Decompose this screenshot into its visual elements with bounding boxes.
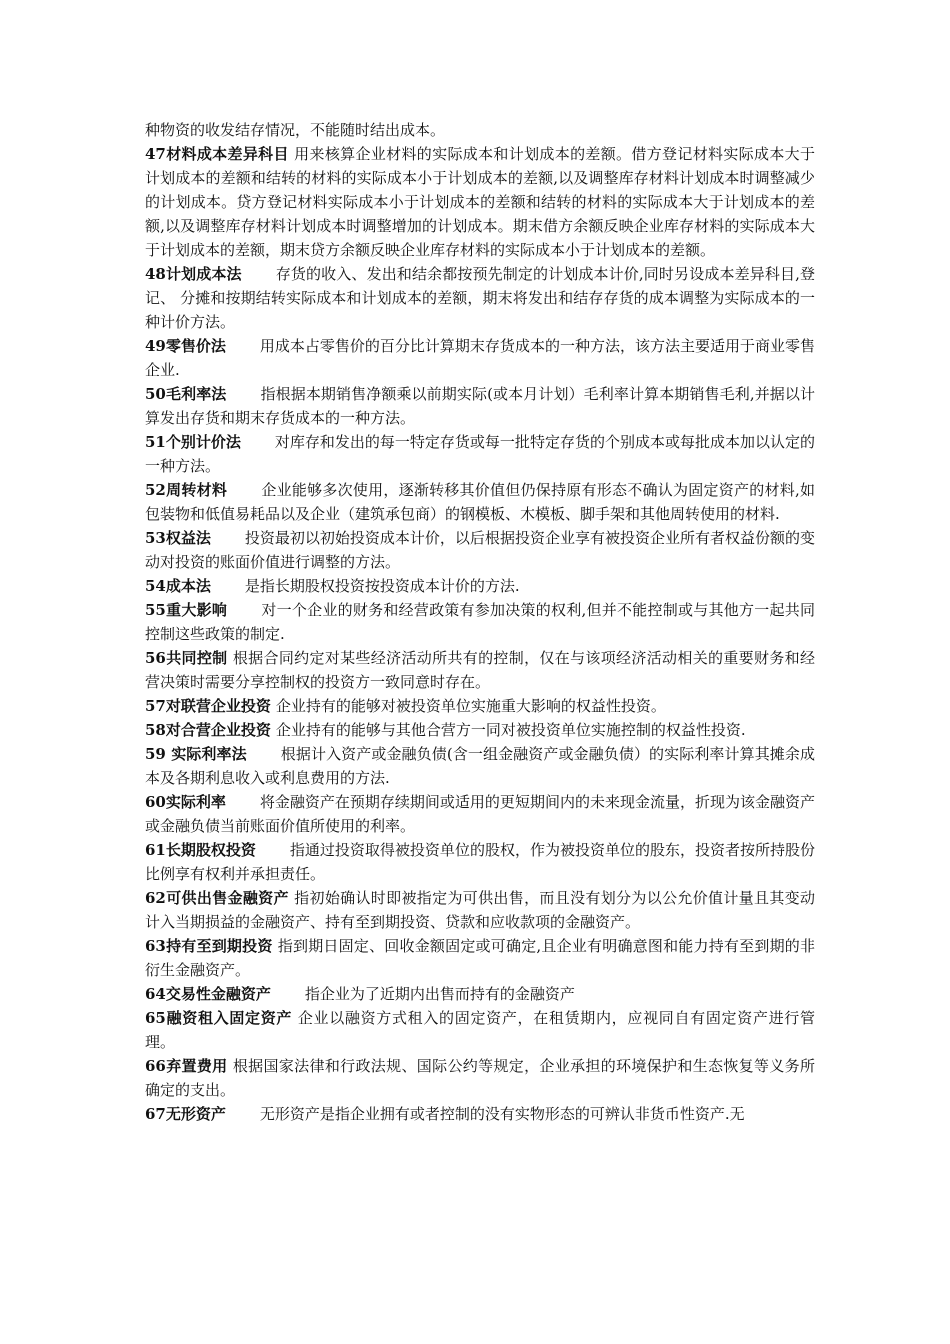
entry-definition: 是指长期股权投资按投资成本计价的方法. [244,577,520,595]
entry-definition: 投资最初以初始投资成本计价，以后根据投资企业享有被投资企业所有者权益份额的变动对投资的账面价值进行调整的方法。 [145,529,815,571]
glossary-entry [145,694,815,718]
entry-definition: 将金融资产在预期存续期间或适用的更短期间内的未来现金流量，折现为该金融资产或金融负债当前账面价值所使用的利率。 [145,793,815,835]
glossary-entry [145,478,815,526]
entry-term: 65融资租入固定资产 [145,1009,293,1027]
glossary-entry [145,430,815,478]
entry-term: 52周转材料 [145,481,228,499]
glossary-entry [145,1054,815,1102]
entry-term: 62可供出售金融资产 [145,889,289,907]
entry-definition: 用成本占零售价的百分比计算期末存货成本的一种方法，该方法主要适用于商业零售企业. [145,337,815,379]
entry-definition: 根据国家法律和行政法规、国际公约等规定，企业承担的环境保护和生态恢复等义务所确定的支出。 [145,1057,815,1099]
glossary-entry [145,142,815,262]
entry-term: 61长期股权投资 [145,841,256,859]
entry-definition: 用来核算企业材料的实际成本和计划成本的差额。借方登记材料实际成本大于计划成本的差额和结转的材料的实际成本小于计划成本的差额,以及调整库存材料计划成本时调整减少的计划成本。贷方登记材料实际成本小于计划成本的差额和结转的材料的实际成本大于计划成本的差额,以及调整库存材料计划成本时调整增加的计划成本。期末借方余额反映企业库存材料的实际成本大于计划成本的差额，期末贷方余额反映企业库存材料的实际成本小于计划成本的差额。 [145,145,815,259]
intro-text: 种物资的收发结存情况，不能随时结出成本。 [145,121,446,139]
glossary-entry [145,838,815,886]
entry-definition: 指初始确认时即被指定为可供出售，而且没有划分为以公允价值计量且其变动计入当期损益的金融资产、持有至到期投资、贷款和应收款项的金融资产。 [145,889,815,931]
glossary-entry [145,262,815,334]
entry-definition: 根据合同约定对某些经济活动所共有的控制，仅在与该项经济活动相关的重要财务和经营决策时需要分享控制权的投资方一致同意时存在。 [145,649,815,691]
document-page [145,118,815,1126]
entry-term: 67无形资产 [145,1105,226,1123]
glossary-entry [145,598,815,646]
entry-term: 54成本法 [145,577,211,595]
entry-term: 51个别计价法 [145,433,241,451]
intro-paragraph [145,118,815,142]
glossary-list [145,142,815,1126]
entry-term: 48计划成本法 [145,265,242,283]
glossary-entry [145,934,815,982]
entry-definition: 根据计入资产或金融负债(含一组金融资产或金融负债）的实际利率计算其摊余成本及各期利息收入或利息费用的方法. [145,745,815,787]
entry-definition: 对一个企业的财务和经营政策有参加决策的权利,但并不能控制或与其他方一起共同控制这些政策的制定. [145,601,815,643]
entry-definition: 指通过投资取得被投资单位的股权，作为被投资单位的股东，投资者按所持股份比例享有权利并承担责任。 [145,841,816,883]
glossary-entry [145,718,815,742]
entry-term: 66弃置费用 [145,1057,228,1075]
glossary-entry [145,886,815,934]
entry-definition: 企业持有的能够对被投资单位实施重大影响的权益性投资。 [275,697,666,715]
entry-definition: 指根据本期销售净额乘以前期实际(或本月计划）毛利率计算本期销售毛利,并据以计算发出存货和期末存货成本的一种方法。 [145,385,816,427]
entry-definition: 企业以融资方式租入的固定资产，在租赁期内，应视同自有固定资产进行管理。 [145,1009,816,1051]
entry-term: 57对联营企业投资 [145,697,271,715]
glossary-entry [145,742,815,790]
glossary-entry [145,574,815,598]
entry-term: 53权益法 [145,529,211,547]
entry-term: 60实际利率 [145,793,226,811]
entry-term: 63持有至到期投资 [145,937,273,955]
glossary-entry [145,982,815,1006]
entry-term: 55重大影响 [145,601,228,619]
entry-term: 47材料成本差异科目 [145,145,289,163]
entry-term: 58对合营企业投资 [145,721,271,739]
entry-term: 56共同控制 [145,649,228,667]
glossary-entry [145,334,815,382]
glossary-entry [145,526,815,574]
entry-term: 49零售价法 [145,337,226,355]
entry-definition: 存货的收入、发出和结余都按预先制定的计划成本计价,同时另设成本差异科目,登记、 分摊和按期结转实际成本和计划成本的差额，期末将发出和结存存货的成本调整为实际成本的一种计价方法。 [145,265,815,331]
entry-definition: 指到期日固定、回收金额固定或可确定,且企业有明确意图和能力持有至到期的非衍生金融资产。 [145,937,815,979]
entry-term: 50毛利率法 [145,385,227,403]
glossary-entry [145,382,815,430]
entry-definition: 无形资产是指企业拥有或者控制的没有实物形态的可辨认非货币性资产.无 [259,1105,745,1123]
glossary-entry [145,790,815,838]
glossary-entry [145,1102,815,1126]
entry-definition: 企业持有的能够与其他合营方一同对被投资单位实施控制的权益性投资. [275,721,746,739]
entry-definition: 指企业为了近期内出售而持有的金融资产 [304,985,575,1003]
entry-term: 59 实际利率法 [145,745,247,763]
entry-definition: 对库存和发出的每一特定存货或每一批特定存货的个别成本或每批成本加以认定的一种方法。 [145,433,815,475]
entry-term: 64交易性金融资产 [145,985,271,1003]
glossary-entry [145,1006,815,1054]
entry-definition: 企业能够多次使用，逐渐转移其价值但仍保持原有形态不确认为固定资产的材料,如包装物和低值易耗品以及企业（建筑承包商）的钢模板、木模板、脚手架和其他周转使用的材料. [145,481,815,523]
glossary-entry [145,646,815,694]
